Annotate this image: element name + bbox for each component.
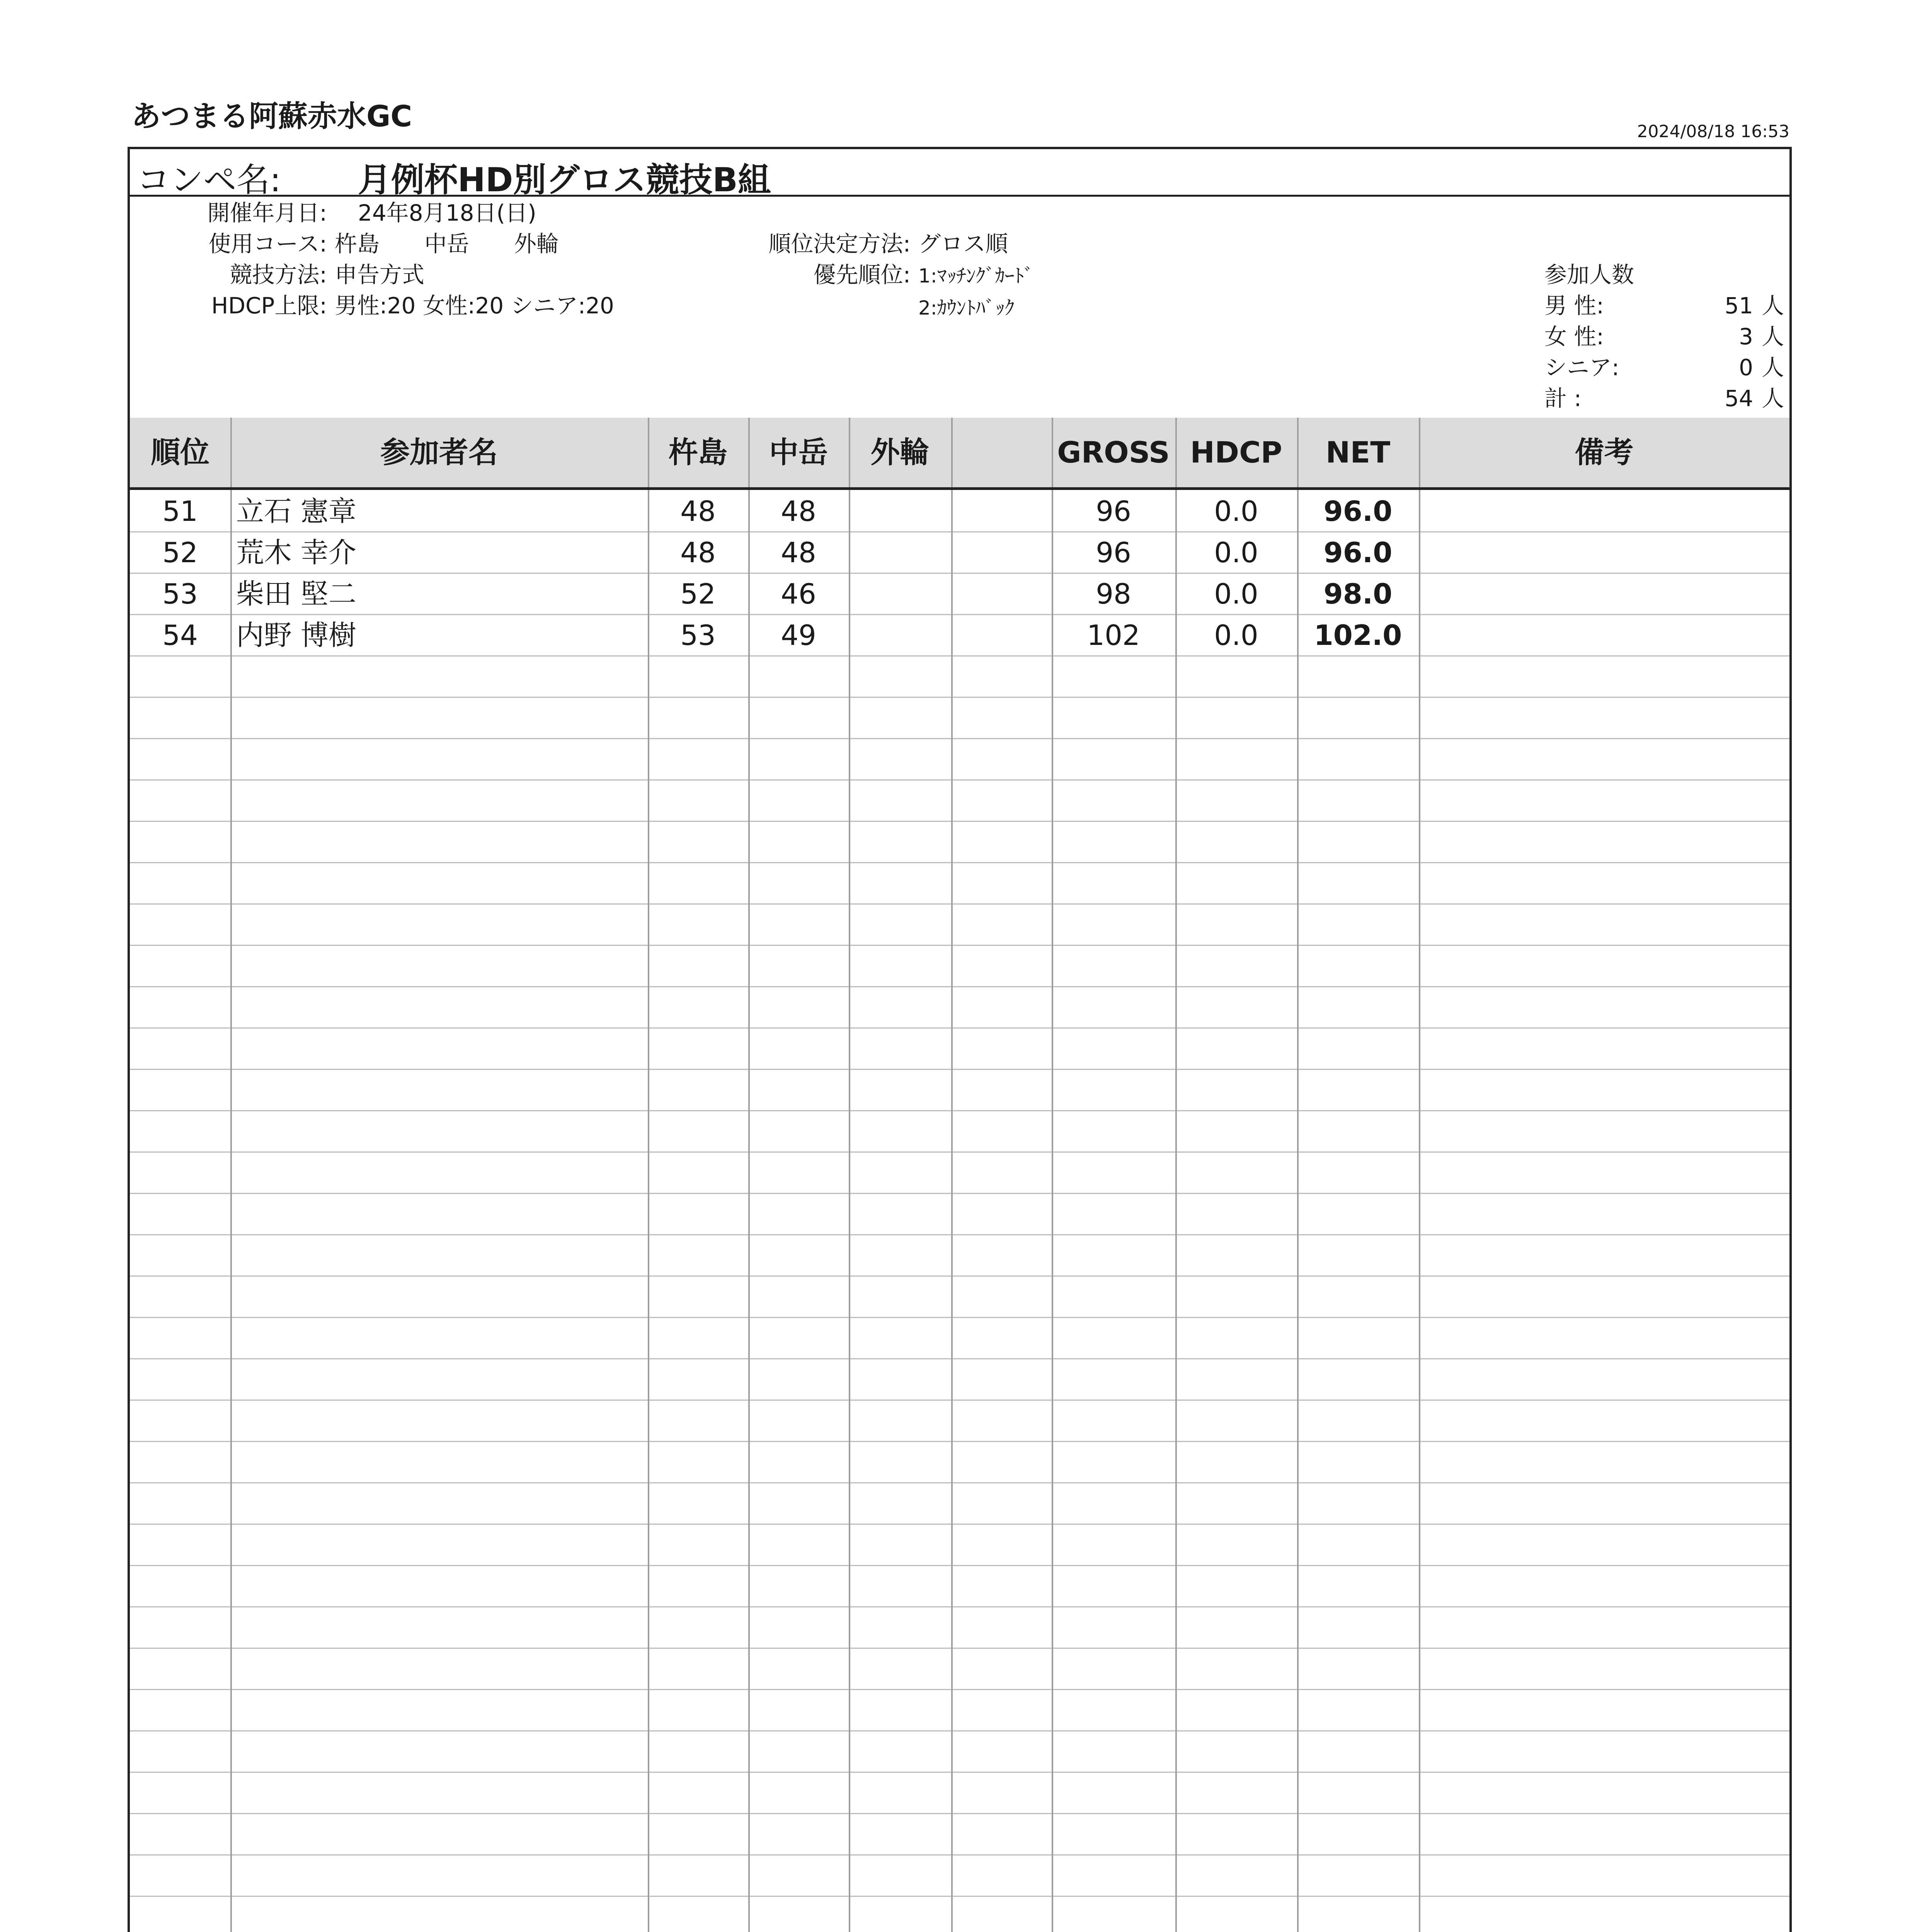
hdcp-row xyxy=(153,290,614,321)
cell-player-name: 立石 憲章 xyxy=(236,495,356,527)
hdcp-label: HDCP上限: xyxy=(211,293,327,319)
cell-net: 96.0 xyxy=(1323,495,1393,527)
participant-row-label: 女 性: xyxy=(1544,323,1604,350)
participant-row xyxy=(1544,321,1784,352)
row-divider xyxy=(130,531,1789,532)
cell-hdcp: 0.0 xyxy=(1214,619,1258,651)
row-divider xyxy=(130,573,1789,574)
row-divider xyxy=(130,1565,1789,1566)
cell-net: 102.0 xyxy=(1314,619,1402,651)
method-value: 申告方式 xyxy=(335,262,425,288)
header-divider xyxy=(648,418,649,487)
column-divider xyxy=(1052,490,1053,1932)
header-rank: 順位 xyxy=(151,435,209,469)
row-divider xyxy=(130,1813,1789,1814)
header-divider xyxy=(951,418,953,487)
priority-1: 1:ﾏｯﾁﾝｸﾞｶｰﾄﾞ xyxy=(918,265,1034,287)
participant-row xyxy=(1544,352,1784,383)
date-value: 24年8月18日(日) xyxy=(358,200,536,226)
row-divider xyxy=(130,986,1789,987)
priority-row-2 xyxy=(710,291,1034,323)
method-label: 競技方法: xyxy=(230,262,327,288)
row-divider xyxy=(130,779,1789,781)
cell-kishima: 48 xyxy=(680,536,716,569)
priority-row xyxy=(710,259,1034,291)
cell-hdcp: 0.0 xyxy=(1214,495,1258,527)
participant-row-label: シニア: xyxy=(1544,354,1619,381)
participant-row-value: 51 xyxy=(1725,293,1753,319)
header-blank xyxy=(951,418,1052,487)
row-divider xyxy=(130,1689,1789,1690)
row-divider xyxy=(130,1317,1789,1318)
header-box xyxy=(130,149,1789,420)
row-divider xyxy=(130,1896,1789,1897)
hdcp-value: 男性:20 女性:20 シニア:20 xyxy=(335,293,614,319)
row-divider xyxy=(130,697,1789,698)
cell-kishima: 52 xyxy=(680,578,716,610)
header-divider xyxy=(230,418,232,487)
date-row xyxy=(153,197,614,228)
column-divider xyxy=(849,490,850,1932)
participant-row-value: 54 xyxy=(1725,385,1753,412)
header-divider xyxy=(1175,418,1177,487)
cell-net: 98.0 xyxy=(1323,578,1393,610)
row-divider xyxy=(130,1854,1789,1855)
participant-row xyxy=(1544,383,1784,414)
participant-row-label: 計 : xyxy=(1544,385,1582,412)
row-divider xyxy=(130,1110,1789,1111)
row-divider xyxy=(130,1069,1789,1070)
row-divider xyxy=(130,1276,1789,1277)
row-divider xyxy=(130,945,1789,946)
participant-row-value: 0 xyxy=(1739,354,1753,381)
cell-hdcp: 0.0 xyxy=(1214,578,1258,610)
cell-player-name: 内野 博樹 xyxy=(236,619,356,651)
cell-kishima: 53 xyxy=(680,619,716,651)
participant-row xyxy=(1544,290,1784,321)
table-body xyxy=(130,490,1789,1932)
competition-name: 月例杯HD別グロス競技B組 xyxy=(358,161,771,199)
cell-hdcp: 0.0 xyxy=(1214,536,1258,569)
cell-player-name: 柴田 堅二 xyxy=(236,578,356,610)
header-nakadake: 中岳 xyxy=(769,435,828,469)
cell-rank: 53 xyxy=(162,578,198,610)
row-divider xyxy=(130,1151,1789,1153)
cell-gross: 98 xyxy=(1096,578,1131,610)
header-hdcp: HDCP xyxy=(1190,435,1282,469)
course-label: 使用コース: xyxy=(208,231,327,257)
column-divider xyxy=(951,490,953,1932)
cell-nakadake: 48 xyxy=(781,495,816,527)
rank-method-value: グロス順 xyxy=(918,231,1008,257)
participant-row-unit: 人 xyxy=(1761,354,1784,381)
date-label: 開催年月日: xyxy=(207,200,327,226)
club-name: あつまる阿蘇赤水GC xyxy=(131,99,412,133)
cell-player-name: 荒木 幸介 xyxy=(236,536,356,569)
column-divider xyxy=(230,490,232,1932)
cell-gross: 96 xyxy=(1096,495,1131,527)
cell-rank: 52 xyxy=(162,536,198,569)
participant-row-value: 3 xyxy=(1739,323,1753,350)
method-row xyxy=(153,259,614,290)
cell-nakadake: 49 xyxy=(781,619,816,651)
cell-net: 96.0 xyxy=(1323,536,1393,569)
column-divider xyxy=(648,490,649,1932)
participant-row-unit: 人 xyxy=(1761,385,1784,412)
row-divider xyxy=(130,1772,1789,1773)
header-kishima: 杵島 xyxy=(669,435,727,469)
results-sheet xyxy=(128,147,1792,1932)
row-divider xyxy=(130,1524,1789,1525)
row-divider xyxy=(130,738,1789,739)
participant-row-unit: 人 xyxy=(1761,293,1784,319)
row-divider xyxy=(130,1648,1789,1649)
rank-method-label: 順位決定方法: xyxy=(768,231,911,257)
participant-row-unit: 人 xyxy=(1761,323,1784,350)
header-divider xyxy=(849,418,850,487)
row-divider xyxy=(130,1441,1789,1442)
header-note: 備考 xyxy=(1575,435,1634,469)
row-divider xyxy=(130,1027,1789,1029)
row-divider xyxy=(130,903,1789,905)
priority-2: 2:ｶｳﾝﾄﾊﾞｯｸ xyxy=(918,297,1015,319)
header-divider xyxy=(1419,418,1420,487)
cell-gross: 96 xyxy=(1096,536,1131,569)
column-divider xyxy=(748,490,750,1932)
cell-kishima: 48 xyxy=(680,495,716,527)
rank-method-row xyxy=(710,228,1034,259)
participants-title: 参加人数 xyxy=(1544,262,1634,288)
row-divider xyxy=(130,1606,1789,1607)
row-divider xyxy=(130,655,1789,656)
cell-nakadake: 48 xyxy=(781,536,816,569)
print-datetime: 2024/08/18 16:53 xyxy=(1637,122,1789,141)
info-middle xyxy=(710,228,1034,323)
course-value: 杵島 中岳 外輪 xyxy=(335,231,559,257)
header-net: NET xyxy=(1325,435,1391,469)
header-divider xyxy=(1297,418,1299,487)
row-divider xyxy=(130,1730,1789,1731)
header-gross: GROSS xyxy=(1057,435,1170,469)
row-divider xyxy=(130,821,1789,822)
competition-label: コンペ名: xyxy=(137,161,281,199)
header-divider xyxy=(748,418,750,487)
participant-row-label: 男 性: xyxy=(1544,293,1604,319)
header-divider xyxy=(1052,418,1053,487)
cell-nakadake: 46 xyxy=(781,578,816,610)
header-gairin: 外輪 xyxy=(870,435,930,469)
cell-rank: 54 xyxy=(162,619,198,651)
row-divider xyxy=(130,614,1789,615)
info-left xyxy=(153,197,614,321)
cell-gross: 102 xyxy=(1087,619,1140,651)
participant-rows xyxy=(1544,290,1784,414)
column-divider xyxy=(1175,490,1177,1932)
column-divider xyxy=(1297,490,1299,1932)
row-divider xyxy=(130,862,1789,863)
column-divider xyxy=(1419,490,1420,1932)
cell-rank: 51 xyxy=(162,495,198,527)
row-divider xyxy=(130,1482,1789,1483)
row-divider xyxy=(130,1193,1789,1194)
course-row xyxy=(153,228,614,259)
header-name: 参加者名 xyxy=(380,435,498,469)
row-divider xyxy=(130,1234,1789,1235)
row-divider xyxy=(130,1358,1789,1359)
row-divider xyxy=(130,1400,1789,1401)
participant-counts xyxy=(1544,259,1784,414)
table-header xyxy=(130,418,1789,490)
competition-title-row xyxy=(130,149,1789,197)
priority-label: 優先順位: xyxy=(813,262,911,288)
